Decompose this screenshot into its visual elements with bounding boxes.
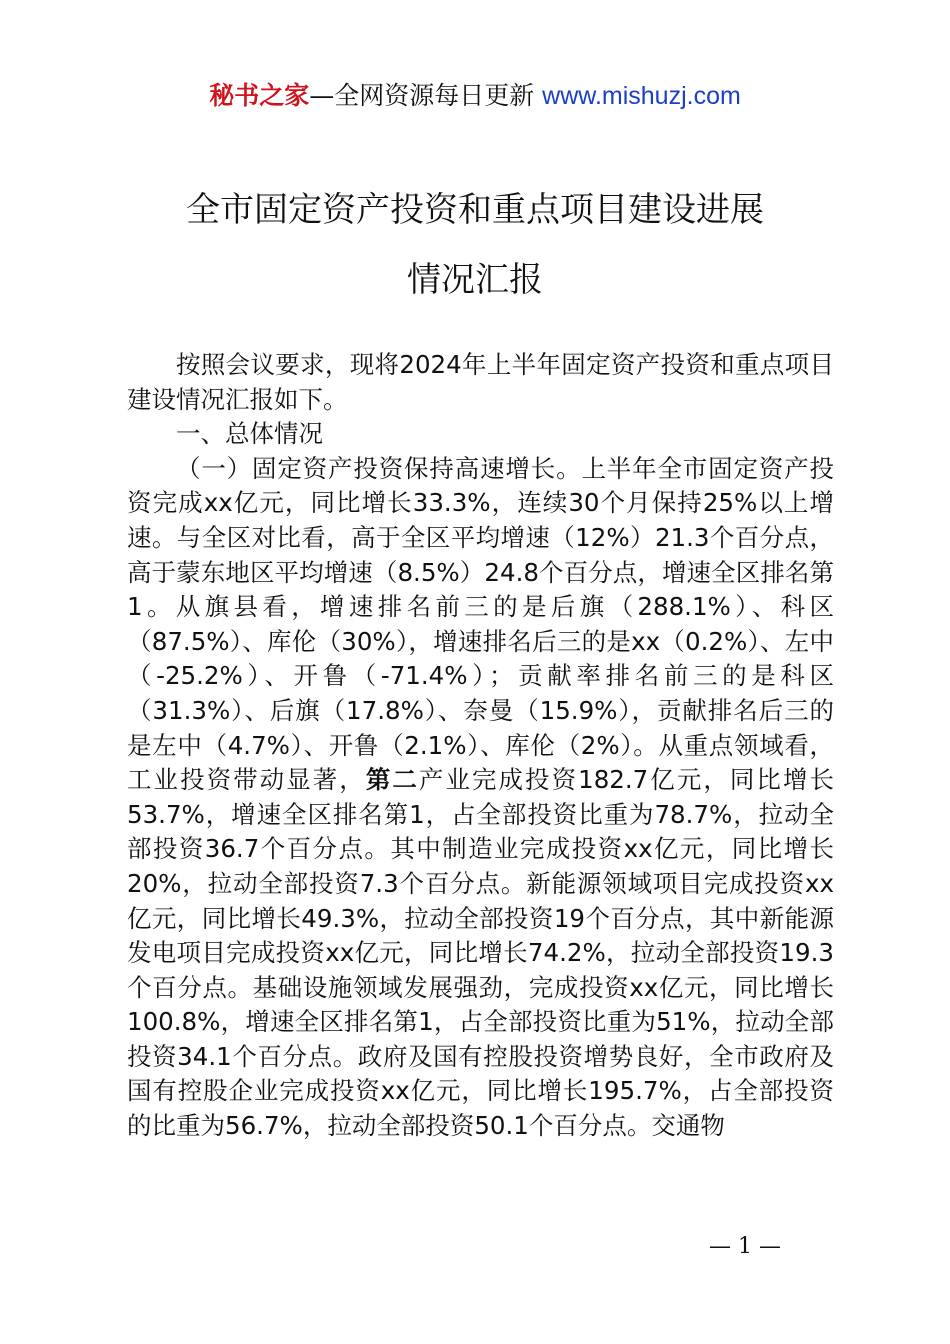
header-url[interactable]: www.mishuzj.com (542, 82, 741, 110)
document-body (127, 348, 834, 1144)
document-title-line-2: 情况汇报 (407, 260, 543, 300)
paragraph-text-part-2: 产业完成投资182.7亿元，同比增长53.7%，增速全区排名第1，占全部投资比重为78.7%，拉动全部投资36.7个百分点。其中制造业完成投资xx亿元，同比增长20%，拉动全部投资7.3个百分点。新能源领域项目完成投资xx亿元，同比增长49.3%，拉动全部投资19个百分点，其中新能源发电项目完成投资xx亿元，同比增长74.2%，拉动全部投资19.3个百分点。基础设施领域发展强劲，完成投资xx亿元，同比增长100.8%，增速全区排名第1，占全部投资比重为51%，拉动全部投资34.1个百分点。政府及国有控股投资增势良好，全市政府及国有控股企业完成投资xx亿元，同比增长195.7%，占全部投资的比重为56.7%，拉动全部投资50.1个百分点。交通物 (127, 765, 835, 1141)
paragraph-bold-text: 第二 (365, 765, 419, 795)
document-title-line-1: 全市固定资产投资和重点项目建设进展 (186, 190, 764, 230)
paragraph-text-part-1: （一）固定资产投资保持高速增长。上半年全市固定资产投资完成xx亿元，同比增长33.3%，连续30个月保持25%以上增速。与全区对比看，高于全区平均增速（12%）21.3个百分点，高于蒙东地区平均增速（8.5%）24.8个百分点，增速全区排名第1。从旗县看，增速排名前三的是后旗（288.1%）、科区（87.5%）、库伦（30%），增速排名后三的是xx（0.2%）、左中（-25.2%）、开鲁（-71.4%）；贡献率排名前三的是科区（31.3%）、后旗（17.8%）、奈曼（15.9%），贡献排名后三的是左中（4.7%）、开鲁（2.1%）、库伦（2%）。从重点领域看，工业投资带动显著， (127, 453, 834, 795)
page-number: — 1 — (709, 1234, 781, 1259)
intro-paragraph: 按照会议要求，现将2024年上半年固定资产投资和重点项目建设情况汇报如下。 (127, 350, 834, 414)
watermark-header (0, 80, 950, 112)
body-paragraph-1 (127, 452, 834, 1144)
brand-name: 秘书之家 (209, 81, 310, 110)
header-tagline: —全网资源每日更新 (309, 81, 543, 110)
section-heading: 一、总体情况 (176, 419, 323, 449)
